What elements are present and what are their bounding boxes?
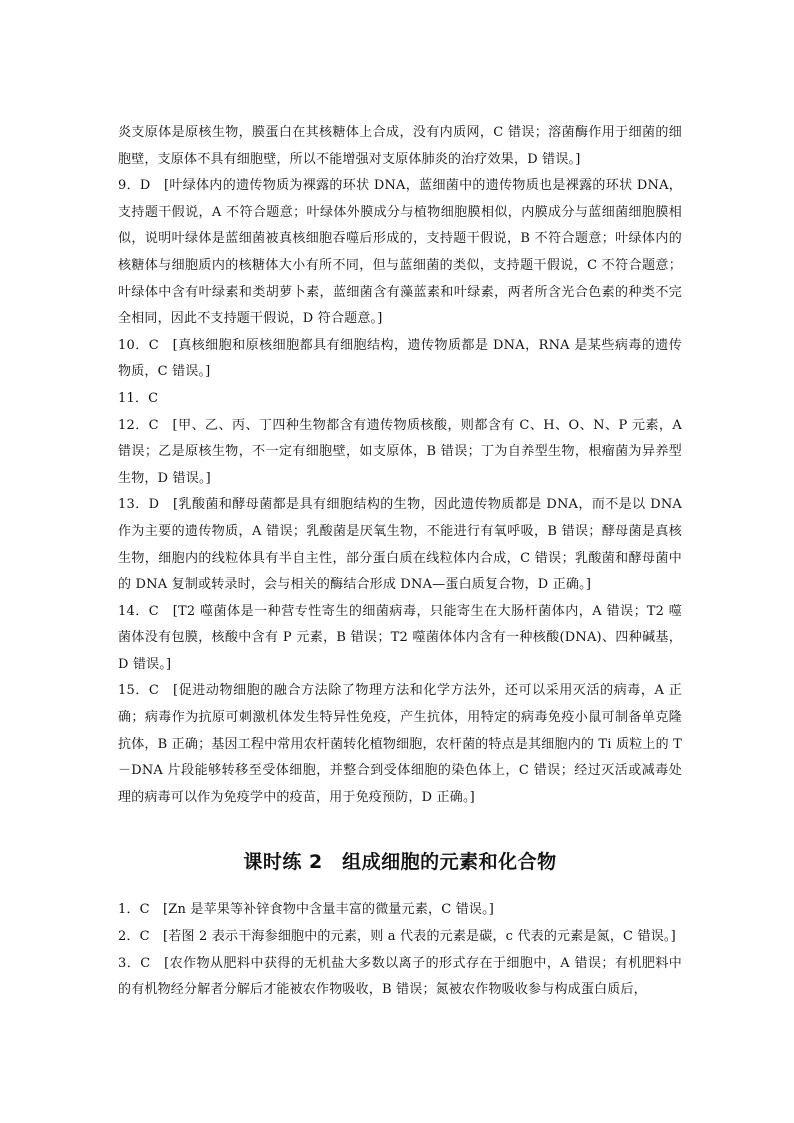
answer-paragraph: 13．D [乳酸菌和酵母菌都是具有细胞结构的生物，因此遗传物质都是 DNA，而不是以 DNA 作为主要的遗传物质，A 错误；乳酸菌是厌氧生物，不能进行有氧呼吸，B 错误；酵母菌是真核生物，细胞内的线粒体具有半自主性，部分蛋白质在线粒体内合成，C 错误；乳酸菌和酵母菌中的 DNA 复制或转录时，会与相关的酶结合形成 DNA—蛋白质复合物，D 正确。] bbox=[118, 497, 682, 593]
answers-block-2 bbox=[118, 897, 682, 1003]
answer-paragraph: 14．C [T2 噬菌体是一种营专性寄生的细菌病毒，只能寄生在大肠杆菌体内，A 错误；T2 噬菌体没有包膜，核酸中含有 P 元素，B 错误；T2 噬菌体体内含有一种核酸(DNA)、四种碱基，D 错误。] bbox=[118, 603, 682, 672]
answer-paragraph: 3．C [农作物从肥料中获得的无机盐大多数以离子的形式存在于细胞中，A 错误；有机肥料中的有机物经分解者分解后才能被农作物吸收，B 错误；氮被农作物吸收参与构成蛋白质后， bbox=[118, 955, 682, 998]
answer-paragraph: 12．C [甲、乙、丙、丁四种生物都含有遗传物质核酸，则都含有 C、H、O、N、P 元素，A 错误；乙是原核生物，不一定有细胞壁，如支原体，B 错误；丁为自养型生物，根瘤菌为异养型生物，D 错误。] bbox=[118, 417, 682, 486]
answer-paragraph: 1．C [Zn 是苹果等补锌食物中含量丰富的微量元素，C 错误。] bbox=[118, 902, 495, 918]
section-title: 课时练 2 组成细胞的元素和化合物 bbox=[243, 851, 557, 874]
answer-paragraph: 9．D [叶绿体内的遗传物质为裸露的环状 DNA，蓝细菌中的遗传物质也是裸露的环状 DNA，支持题干假说，A 不符合题意；叶绿体外膜成分与植物细胞膜相似，内膜成分与蓝细菌细胞膜相似，说明叶绿体是蓝细菌被真核细胞吞噬后形成的，支持题干假说，B 不符合题意；叶绿体内的核糖体与细胞质内的核糖体大小有所不同，但与蓝细菌的类似，支持题干假说，C 不符合题意；叶绿体中含有叶绿素和类胡萝卜素，蓝细菌含有藻蓝素和叶绿素，两者所含光合色素的种类不完全相同，因此不支持题干假说，D 符合题意。] bbox=[118, 178, 682, 327]
answers-block-1 bbox=[118, 120, 682, 811]
answer-paragraph: 2．C [若图 2 表示干海参细胞中的元素，则 a 代表的元素是碳，c 代表的元素是氮，C 错误。] bbox=[118, 929, 676, 945]
answer-paragraph: 10．C [真核细胞和原核细胞都具有细胞结构，遗传物质都是 DNA，RNA 是某些病毒的遗传物质，C 错误。] bbox=[118, 337, 682, 380]
answer-paragraph: 炎支原体是原核生物，膜蛋白在其核糖体上合成，没有内质网，C 错误；溶菌酶作用于细菌的细胞壁，支原体不具有细胞壁，所以不能增强对支原体肺炎的治疗效果，D 错误。] bbox=[118, 125, 682, 167]
answer-paragraph: 15．C [促进动物细胞的融合方法除了物理方法和化学方法外，还可以采用灭活的病毒，A 正确；病毒作为抗原可刺激机体发生特异性免疫，产生抗体，用特定的病毒免疫小鼠可制备单克隆抗体，B 正确；基因工程中常用农杆菌转化植物细胞，农杆菌的特点是其细胞内的 Ti 质粒上的 T－DNA 片段能够转移至受体细胞，并整合到受体细胞的染色体上，C 错误；经过灭活或减毒处理的病毒可以作为免疫学中的疫苗，用于免疫预防，D 正确。] bbox=[118, 683, 682, 805]
answer-paragraph: 11．C bbox=[118, 390, 159, 406]
